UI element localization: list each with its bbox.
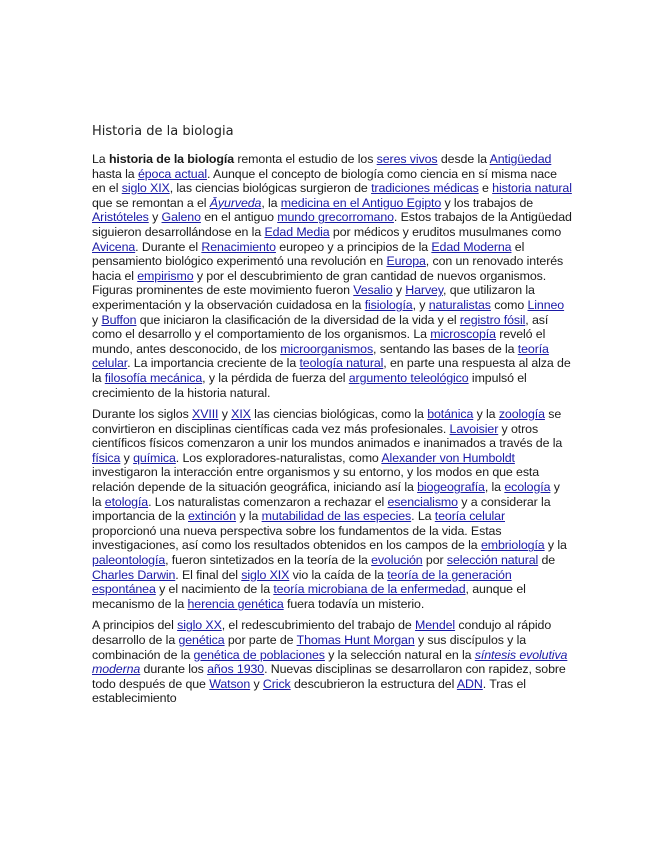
text-run: y xyxy=(392,283,406,298)
text-run: La xyxy=(92,152,109,166)
paragraph xyxy=(92,618,572,706)
article-link[interactable]: fisiología xyxy=(364,297,413,312)
article-link[interactable]: biogeografía xyxy=(417,480,485,495)
text-run: , aunque el mecanismo de la xyxy=(92,582,526,611)
text-run: reveló el mundo, antes desconocido, de los xyxy=(92,327,546,356)
text-run: descubrieron la estructura del xyxy=(290,676,457,691)
article-link[interactable]: Mendel xyxy=(415,618,456,633)
text-run: , el redescubrimiento del trabajo de xyxy=(221,618,416,633)
article-link[interactable]: zoología xyxy=(498,407,545,422)
text-run: y la xyxy=(473,407,499,422)
article-link[interactable]: historia natural xyxy=(492,181,572,196)
text-run: como xyxy=(490,297,528,312)
text-run: y sus discípulos y la combinación de la xyxy=(92,633,527,662)
article-link[interactable]: Vesalio xyxy=(353,283,393,298)
article-link[interactable]: evolución xyxy=(371,553,423,568)
article-link[interactable]: Avicena xyxy=(92,239,136,254)
text-run: , con un renovado interés hacia el xyxy=(92,254,564,283)
article-link[interactable]: teoría de la generación espontánea xyxy=(92,567,512,597)
page-title: Historia de la biologia xyxy=(92,124,234,139)
text-run: . La xyxy=(411,509,435,524)
article-link[interactable]: microscopía xyxy=(430,327,496,342)
text-run: el pensamiento biológico experimentó una revolución en xyxy=(92,239,525,269)
article-link[interactable]: Renacimiento xyxy=(201,239,276,254)
text-run: . Estos trabajos de la Antigüedad siguieron desarrollándose en la xyxy=(92,210,572,239)
article-link[interactable]: etología xyxy=(104,494,149,509)
article-link[interactable]: herencia genética xyxy=(187,596,284,611)
article-link[interactable]: ecología xyxy=(504,480,551,495)
text-run: . Aunque el concepto de biología como ciencia en sí misma nace en el xyxy=(92,166,557,196)
text-run: . Durante el xyxy=(135,239,202,254)
article-link[interactable]: empirismo xyxy=(137,268,194,283)
text-run: , las ciencias biológicas surgieron de xyxy=(169,181,372,196)
article-link[interactable]: genética de poblaciones xyxy=(193,647,325,662)
article-link[interactable]: extinción xyxy=(188,509,237,524)
text-run: . Tras el establecimiento xyxy=(92,676,526,706)
article-link[interactable]: naturalistas xyxy=(428,297,491,312)
text-run: , la xyxy=(261,195,281,210)
text-run: y la xyxy=(236,509,262,524)
article-link[interactable]: genética xyxy=(178,633,225,647)
text-run: e xyxy=(478,181,493,196)
text-run: fuera todavía un misterio. xyxy=(283,596,425,611)
bold-term: historia de la biología xyxy=(108,152,235,166)
article-link[interactable]: química xyxy=(133,450,176,465)
article-body xyxy=(92,152,572,713)
article-link[interactable]: Lavoisier xyxy=(449,421,499,436)
text-run: investigaron la interacción entre organismos y su entorno, y los modos en que esta relación depende de la situación geográfica, iniciando así la xyxy=(92,465,540,495)
text-run: vio la caída de la xyxy=(289,567,388,582)
article-link[interactable]: Crick xyxy=(262,676,291,691)
text-run: . Nuevas disciplinas se desarrollaron con rapidez, sobre todo después de que xyxy=(92,662,566,691)
article-link[interactable]: Galeno xyxy=(161,210,201,225)
text-run: , en parte una respuesta al alza de la xyxy=(92,356,571,385)
article-link[interactable]: botánica xyxy=(427,407,474,422)
text-run: y xyxy=(218,407,232,422)
article-link[interactable]: teoría microbiana de la enfermedad xyxy=(273,582,466,597)
article-link[interactable]: embriología xyxy=(480,538,545,553)
text-run: remonta el estudio de los xyxy=(234,152,377,166)
text-run: y a considerar la importancia de la xyxy=(92,494,551,524)
text-run: proporcionó una nueva perspectiva sobre los fundamentos de la vida. Estas investigaciones, así como los resultados obtenidos en los campos de la xyxy=(92,523,502,553)
text-run: , sentando las bases de la xyxy=(373,341,518,356)
text-run: desde la xyxy=(437,152,490,166)
text-run: , así como el desarrollo y el comportamiento de los organismos. La xyxy=(92,312,549,342)
article-link[interactable]: filosofía mecánica xyxy=(104,370,203,385)
text-run: . La importancia creciente de la xyxy=(127,356,300,371)
article-link[interactable]: mundo grecorromano xyxy=(277,210,394,225)
text-run: se convirtieron en disciplinas científicas cada vez más profesionales. xyxy=(92,407,562,436)
article-link[interactable]: teología natural xyxy=(299,356,384,371)
article-link[interactable]: argumento teleológico xyxy=(348,370,469,385)
article-link[interactable]: siglo XX xyxy=(177,618,222,633)
text-run: y otros científicos físicos comenzaron a unir los mundos animados e inanimados a través de la xyxy=(92,421,563,451)
paragraph xyxy=(92,152,572,400)
text-run: y por el descubrimiento de gran cantidad de nuevos organismos. Figuras prominentes de este movimiento fueron xyxy=(92,268,547,298)
article-link[interactable]: Alexander von Humboldt xyxy=(381,450,515,465)
article-link[interactable]: teoría celular xyxy=(92,341,549,371)
article-link[interactable]: XIX xyxy=(231,407,251,422)
article-link[interactable]: síntesis evolutiva moderna xyxy=(92,647,568,677)
text-run: y la selección natural en la xyxy=(324,647,475,662)
article-link[interactable]: registro fósil xyxy=(459,312,526,327)
article-link[interactable]: seres vivos xyxy=(376,152,438,166)
text-run: las ciencias biológicas, como la xyxy=(250,407,428,422)
text-run: , la xyxy=(484,480,505,495)
article-link[interactable]: Europa xyxy=(386,254,426,269)
text-run: impulsó el crecimiento de la historia natural. xyxy=(92,370,527,400)
article-link[interactable]: Edad Media xyxy=(264,224,330,239)
text-run: europeo y a principios de la xyxy=(275,239,432,254)
article-link[interactable]: Aristóteles xyxy=(92,210,149,225)
text-run: y xyxy=(92,312,102,327)
text-run: Durante los siglos xyxy=(92,407,193,422)
text-run: hasta la xyxy=(92,166,138,181)
article-link[interactable]: medicina en el Antiguo Egipto xyxy=(280,195,442,210)
text-run: condujo al rápido desarrollo de la xyxy=(92,618,552,647)
article-link[interactable]: Antigüedad xyxy=(489,152,552,166)
article-link[interactable]: siglo XIX xyxy=(241,567,290,582)
text-run: que se remontan a el xyxy=(92,195,210,210)
article-link[interactable]: Harvey xyxy=(405,283,444,298)
text-run: por xyxy=(422,553,447,568)
article-link[interactable]: ADN xyxy=(456,676,483,691)
article-link[interactable]: años 1930 xyxy=(207,662,265,677)
text-run: que iniciaron la clasificación de la diversidad de la vida y el xyxy=(136,312,460,327)
article-link[interactable]: época actual xyxy=(137,166,208,181)
text-run: y xyxy=(120,450,134,465)
text-run: , y la pérdida de fuerza del xyxy=(202,370,349,385)
text-run: en el antiguo xyxy=(200,210,278,225)
article-link[interactable]: paleontología xyxy=(92,553,166,568)
text-run: . Los naturalistas comenzaron a rechazar el xyxy=(148,494,388,509)
article-link[interactable]: Charles Darwin xyxy=(92,567,176,582)
article-link[interactable]: Thomas Hunt Morgan xyxy=(296,633,415,647)
text-run: . Los exploradores-naturalistas, como xyxy=(175,450,382,465)
text-run: y xyxy=(250,676,263,691)
article-link[interactable]: siglo XIX xyxy=(121,181,170,196)
article-link[interactable]: XVIII xyxy=(192,407,219,422)
text-run: y la xyxy=(92,480,560,509)
text-run: , que utilizaron la experimentación y la observación cuidadosa en la xyxy=(92,283,535,312)
article-link[interactable]: Linneo xyxy=(527,297,565,312)
article-link[interactable]: mutabilidad de las especies xyxy=(261,509,412,524)
text-run: , y xyxy=(412,297,429,312)
text-run: por parte de xyxy=(224,633,297,647)
text-run: y el nacimiento de la xyxy=(155,582,274,597)
article-link[interactable]: Āyurveda xyxy=(209,195,262,210)
article-link[interactable]: teoría celular xyxy=(434,509,505,524)
text-run: y la xyxy=(544,538,567,553)
article-link[interactable]: esencialismo xyxy=(387,494,458,509)
article-link[interactable]: Edad Moderna xyxy=(431,239,512,254)
text-run: A principios del xyxy=(92,618,178,633)
article-link[interactable]: microorganismos xyxy=(280,341,374,356)
text-run: durante los xyxy=(140,662,208,677)
text-run: y los trabajos de xyxy=(441,195,534,210)
text-run: y xyxy=(148,210,162,225)
paragraph xyxy=(92,407,572,611)
article-link[interactable]: selección natural xyxy=(446,553,539,568)
article-link[interactable]: Watson xyxy=(209,676,251,691)
text-run: . El final del xyxy=(175,567,242,582)
article-link[interactable]: física xyxy=(92,450,121,465)
text-run: por médicos y eruditos musulmanes como xyxy=(329,224,562,239)
text-run: de xyxy=(538,553,556,568)
article-link[interactable]: Buffon xyxy=(101,312,137,327)
article-link[interactable]: tradiciones médicas xyxy=(371,181,479,196)
text-run: , fueron sintetizados en la teoría de la xyxy=(165,553,372,568)
